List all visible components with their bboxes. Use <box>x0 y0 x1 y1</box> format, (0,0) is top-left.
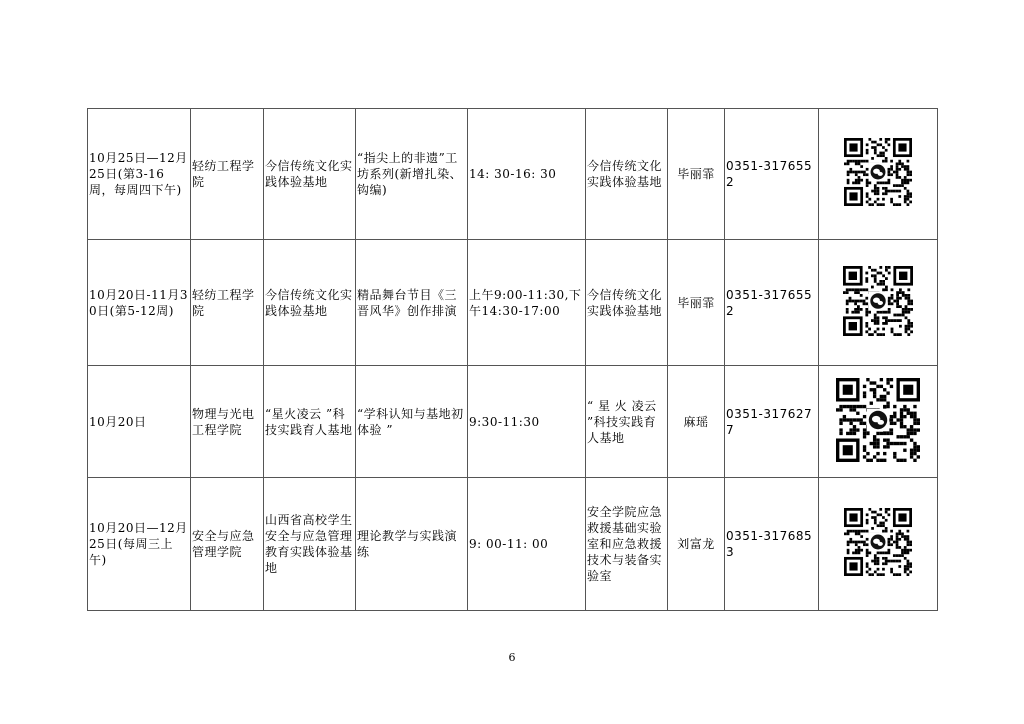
base-cell: 今信传统文化实践体验基地 <box>264 109 356 240</box>
table-row <box>88 240 938 366</box>
wechat-qr-code-icon <box>843 266 913 340</box>
table-row <box>88 109 938 240</box>
phone-cell: 0351-3176552 <box>725 240 819 366</box>
activity-cell: 理论教学与实践演练 <box>356 478 468 611</box>
page-number: 6 <box>508 651 516 664</box>
qr-code-cell <box>819 240 938 366</box>
phone-cell: 0351-3176277 <box>725 366 819 478</box>
contact-person-cell: 毕丽霏 <box>668 109 725 240</box>
qr-code-cell <box>819 478 938 611</box>
contact-person-cell: 刘富龙 <box>668 478 725 611</box>
activity-cell: 精品舞台节目《三晋风华》创作排演 <box>356 240 468 366</box>
phone-cell: 0351-3176853 <box>725 478 819 611</box>
college-cell: 物理与光电工程学院 <box>191 366 264 478</box>
activity-cell: “学科认知与基地初体验 ” <box>356 366 468 478</box>
location-cell: 安全学院应急救援基础实验室和应急救援技术与装备实验室 <box>586 478 668 611</box>
qr-code-cell <box>819 366 938 478</box>
qr-code-cell <box>819 109 938 240</box>
base-cell: 今信传统文化实践体验基地 <box>264 240 356 366</box>
date-cell: 10月25日—12月25日(第3-16周，每周四下午) <box>88 109 191 240</box>
activity-cell: “指尖上的非遗”工坊系列(新增扎染、钩编) <box>356 109 468 240</box>
base-cell: 山西省高校学生安全与应急管理教育实践体验基地 <box>264 478 356 611</box>
base-cell: “星火凌云 ”科技实践育人基地 <box>264 366 356 478</box>
table-row <box>88 366 938 478</box>
time-cell: 9:30-11:30 <box>468 366 586 478</box>
date-cell: 10月20日—12月25日(每周三上午) <box>88 478 191 611</box>
time-cell: 14: 30-16: 30 <box>468 109 586 240</box>
time-cell: 9: 00-11: 00 <box>468 478 586 611</box>
location-cell: 今信传统文化实践体验基地 <box>586 240 668 366</box>
college-cell: 轻纺工程学院 <box>191 109 264 240</box>
wechat-qr-code-icon <box>844 508 912 580</box>
table-row <box>88 478 938 611</box>
date-cell: 10月20日 <box>88 366 191 478</box>
location-cell: “ 星 火 凌云 ”科技实践育人基地 <box>586 366 668 478</box>
contact-person-cell: 毕丽霏 <box>668 240 725 366</box>
date-cell: 10月20日-11月30日(第5-12周) <box>88 240 191 366</box>
wechat-qr-code-icon <box>844 138 912 210</box>
college-cell: 安全与应急管理学院 <box>191 478 264 611</box>
wechat-qr-code-icon <box>836 378 920 466</box>
location-cell: 今信传统文化实践体验基地 <box>586 109 668 240</box>
phone-cell: 0351-3176552 <box>725 109 819 240</box>
contact-person-cell: 麻瑶 <box>668 366 725 478</box>
time-cell: 上午9:00-11:30,下午14:30-17:00 <box>468 240 586 366</box>
activity-schedule-table <box>87 108 938 611</box>
college-cell: 轻纺工程学院 <box>191 240 264 366</box>
